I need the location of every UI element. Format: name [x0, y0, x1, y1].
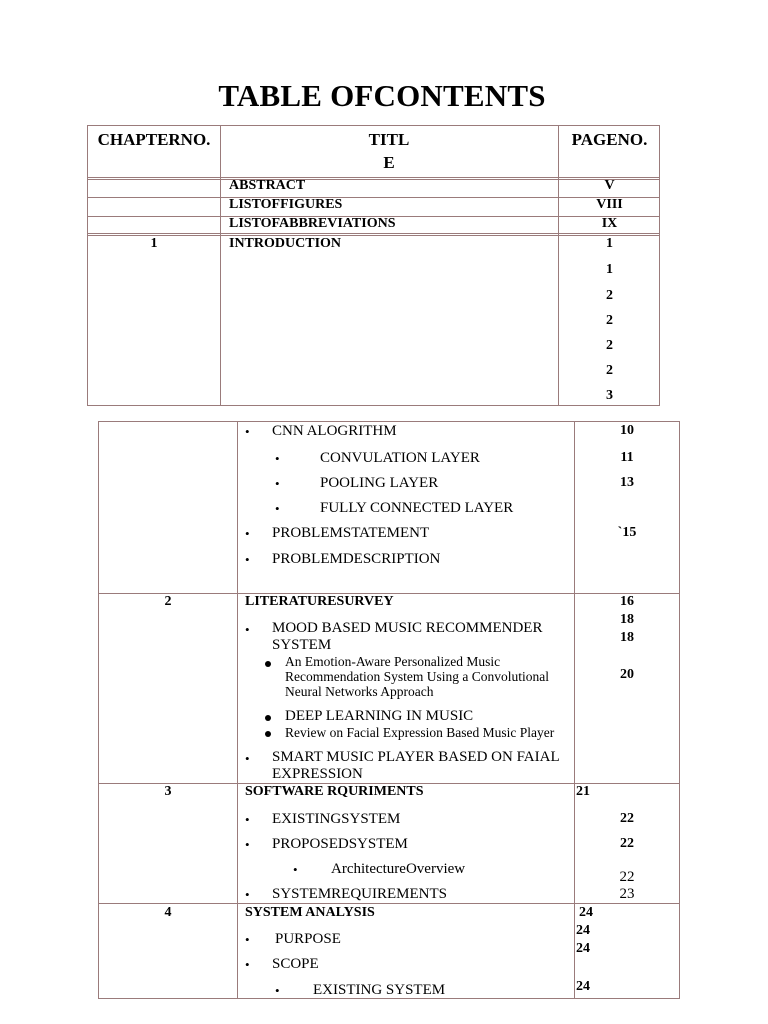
entry-cnn-algorithm: CNN ALOGRITHM	[272, 423, 397, 439]
chapter-4-number: 4	[164, 905, 172, 920]
entry-emotion-aware-cont: Neural Networks Approach	[285, 684, 434, 699]
chapter-2-page: 18	[620, 630, 634, 645]
entry-existing-system: EXISTINGSYSTEM	[272, 811, 401, 827]
bullet-icon: •	[245, 622, 250, 637]
bullet-icon: •	[245, 552, 250, 567]
entry-emotion-aware-cont: Recommendation System Using a Convolutional	[285, 669, 549, 684]
entry-smart-music-player-cont: EXPRESSION	[272, 766, 363, 782]
chapter-2-page: 20	[620, 667, 634, 682]
bullet-icon: •	[293, 862, 298, 877]
entry-emotion-aware: An Emotion-Aware Personalized Music	[285, 654, 501, 669]
entry-list-of-abbreviations: LISTOFABBREVIATIONS	[229, 216, 396, 231]
page-cnn-algorithm: 10	[620, 423, 634, 438]
chapter-1-page: 2	[606, 288, 613, 303]
row-divider	[99, 903, 679, 904]
entry-system-requirements: SYSTEMREQUIREMENTS	[272, 886, 448, 902]
page-convolution-layer: 11	[620, 450, 634, 465]
page-list-of-figures: VIII	[596, 197, 623, 212]
header-title-line2: E	[383, 153, 395, 172]
chapter-3-title: SOFTWARE RQURIMENTS	[245, 784, 424, 799]
header-page-no: PAGENO.	[571, 130, 648, 149]
bullet-dot-icon	[265, 731, 271, 737]
entry-architecture-overview: ArchitectureOverview	[331, 861, 466, 877]
toc-table-chapters	[98, 421, 680, 999]
column-divider	[237, 422, 238, 998]
chapter-3-page: 21	[576, 784, 590, 799]
entry-mood-based-recommender: MOOD BASED MUSIC RECOMMENDER	[272, 620, 543, 636]
chapter-1-page: 1	[606, 262, 613, 277]
chapter-1-page: 2	[606, 363, 613, 378]
bullet-icon: •	[245, 526, 250, 541]
chapter-4-page: 24	[576, 923, 590, 938]
entry-convolution-layer: CONVULATION LAYER	[320, 450, 480, 466]
header-chapter-no: CHAPTERNO.	[97, 130, 211, 149]
chapter-2-title: LITERATURESURVEY	[245, 594, 394, 609]
page-problem-statement: `15	[617, 525, 637, 540]
bullet-icon: •	[275, 983, 280, 998]
toc-table-front	[87, 125, 660, 406]
chapter-4-page: 24	[576, 941, 590, 956]
chapter-2-page: 16	[620, 594, 634, 609]
chapter-2-number: 2	[164, 594, 172, 609]
entry-mood-based-recommender-cont: SYSTEM	[272, 637, 332, 653]
bullet-dot-icon	[265, 715, 271, 721]
entry-purpose: PURPOSE	[275, 931, 341, 947]
entry-scope: SCOPE	[272, 956, 319, 972]
entry-list-of-figures: LISTOFFIGURES	[229, 197, 343, 212]
bullet-icon: •	[275, 476, 280, 491]
chapter-1-page: 3	[606, 388, 613, 403]
bullet-icon: •	[245, 887, 250, 902]
entry-fully-connected-layer: FULLY CONNECTED LAYER	[320, 500, 514, 516]
page-list-of-abbreviations: IX	[601, 216, 618, 231]
page-existing-system: 22	[620, 811, 634, 826]
page-title: TABLE OFCONTENTS	[218, 78, 546, 113]
page-proposed-system: 22	[620, 836, 634, 851]
chapter-4-title: SYSTEM ANALYSIS	[245, 905, 375, 920]
header-title-line1: TITL	[368, 130, 410, 149]
chapter-3-number: 3	[164, 784, 172, 799]
chapter-1-page: 2	[606, 338, 613, 353]
bullet-icon: •	[275, 451, 280, 466]
chapter-2-page: 18	[620, 612, 634, 627]
chapter-1-number: 1	[150, 236, 158, 251]
bullet-icon: •	[245, 932, 250, 947]
page-architecture-overview: 22	[619, 869, 635, 885]
bullet-icon: •	[245, 837, 250, 852]
entry-problem-description: PROBLEMDESCRIPTION	[272, 551, 441, 567]
page-abstract: V	[604, 178, 615, 193]
chapter-1-page: 1	[606, 236, 613, 251]
chapter-1-page: 2	[606, 313, 613, 328]
bullet-icon: •	[245, 751, 250, 766]
page-pooling-layer: 13	[620, 475, 634, 490]
column-divider	[574, 422, 575, 998]
bullet-icon: •	[245, 957, 250, 972]
page-system-requirements: 23	[619, 886, 635, 902]
entry-facial-expression-review: Review on Facial Expression Based Music Player	[285, 725, 555, 740]
entry-abstract: ABSTRACT	[229, 178, 306, 193]
page-existing-system-analysis: 24	[576, 979, 590, 994]
bullet-icon: •	[245, 424, 250, 439]
row-divider	[88, 233, 659, 234]
chapter-1-title: INTRODUCTION	[229, 236, 342, 251]
bullet-icon: •	[275, 501, 280, 516]
entry-proposed-system: PROPOSEDSYSTEM	[272, 836, 408, 852]
bullet-icon: •	[245, 812, 250, 827]
entry-pooling-layer: POOLING LAYER	[320, 475, 439, 491]
entry-existing-system-analysis: EXISTING SYSTEM	[313, 982, 446, 998]
entry-smart-music-player: SMART MUSIC PLAYER BASED ON FAIAL	[272, 749, 560, 765]
bullet-dot-icon	[265, 661, 271, 667]
entry-problem-statement: PROBLEMSTATEMENT	[272, 525, 430, 541]
chapter-4-page: 24	[579, 905, 593, 920]
entry-deep-learning-music: DEEP LEARNING IN MUSIC	[285, 708, 474, 724]
